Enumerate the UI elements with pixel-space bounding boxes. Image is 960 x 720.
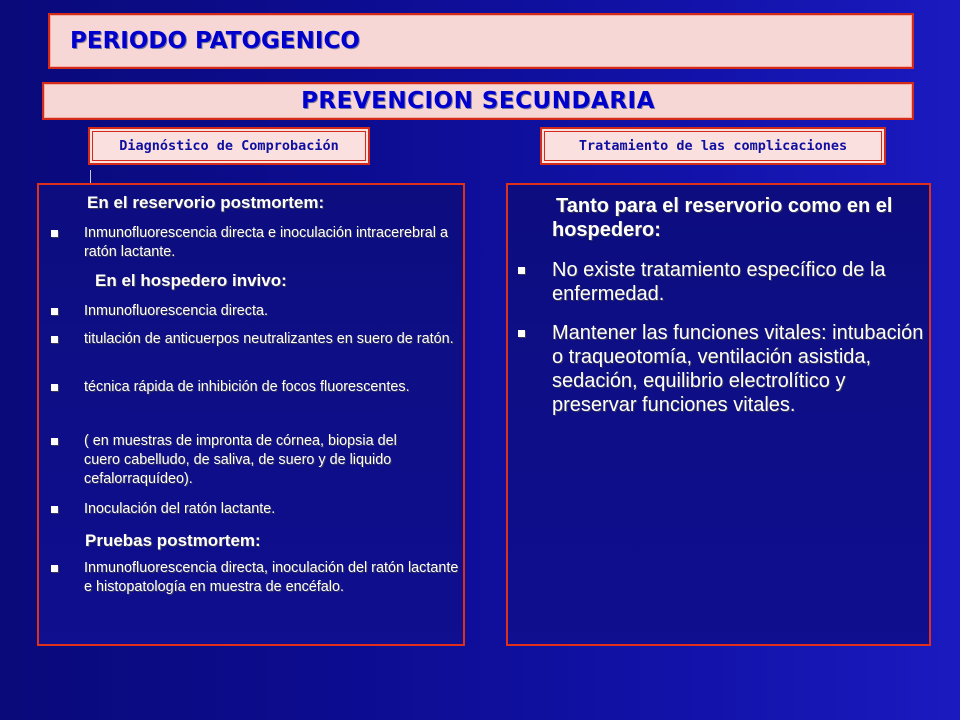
left-column-label-text: Diagnóstico de Comprobación <box>119 138 339 154</box>
slide-subtitle: PREVENCION SECUNDARIA <box>301 88 655 114</box>
list-item-text: Inoculación del ratón lactante. <box>84 501 276 517</box>
left-heading-hospedero: En el hospedero invivo: <box>95 271 287 290</box>
list-item <box>84 302 459 321</box>
list-item <box>84 330 459 349</box>
subtitle-banner <box>42 82 914 120</box>
list-item-text: Inmunofluorescencia directa, inoculación del ratón lactante e histopatología en muestra de encéfalo. <box>84 560 459 595</box>
list-item-text: Mantener las funciones vitales: intubación o traqueotomía, ventilación asistida, sedación, equilibrio electrolítico y preservar funciones vitales. <box>552 322 924 416</box>
bullet-square-icon <box>51 565 58 572</box>
bullet-square-icon <box>518 267 525 274</box>
title-banner <box>48 13 914 69</box>
list-item <box>84 559 459 597</box>
left-column-label <box>88 127 370 165</box>
slide-title: PERIODO PATOGENICO <box>70 28 360 54</box>
list-item-text: Inmunofluorescencia directa. <box>84 303 268 319</box>
right-heading: Tanto para el reservorio como en el hospedero: <box>552 195 893 241</box>
list-item-text: No existe tratamiento específico de la enfermedad. <box>552 259 886 305</box>
list-item-text: técnica rápida de inhibición de focos fluorescentes. <box>84 379 410 395</box>
list-item <box>552 258 912 306</box>
left-heading-reservorio: En el reservorio postmortem: <box>87 193 325 212</box>
bullet-square-icon <box>51 308 58 315</box>
bullet-square-icon <box>518 330 525 337</box>
list-item-text: titulación de anticuerpos neutralizantes en suero de ratón. <box>84 331 454 347</box>
list-item <box>84 378 459 397</box>
list-item <box>84 432 414 489</box>
right-panel <box>506 183 931 646</box>
bullet-square-icon <box>51 384 58 391</box>
list-item <box>84 224 459 262</box>
list-item-text: Inmunofluorescencia directa e inoculación intracerebral a ratón lactante. <box>84 225 448 260</box>
right-column-label <box>540 127 886 165</box>
left-heading-postmortem: Pruebas postmortem: <box>85 531 261 550</box>
bullet-square-icon <box>51 438 58 445</box>
bullet-square-icon <box>51 506 58 513</box>
bullet-square-icon <box>51 230 58 237</box>
bullet-square-icon <box>51 336 58 343</box>
right-column-label-text: Tratamiento de las complicaciones <box>578 138 848 154</box>
list-item-text: ( en muestras de impronta de córnea, biopsia del cuero cabelludo, de saliva, de suero y de liquido cefalorraquídeo). <box>84 433 397 487</box>
list-item <box>84 500 459 519</box>
list-item <box>552 321 924 417</box>
left-panel <box>37 183 465 646</box>
